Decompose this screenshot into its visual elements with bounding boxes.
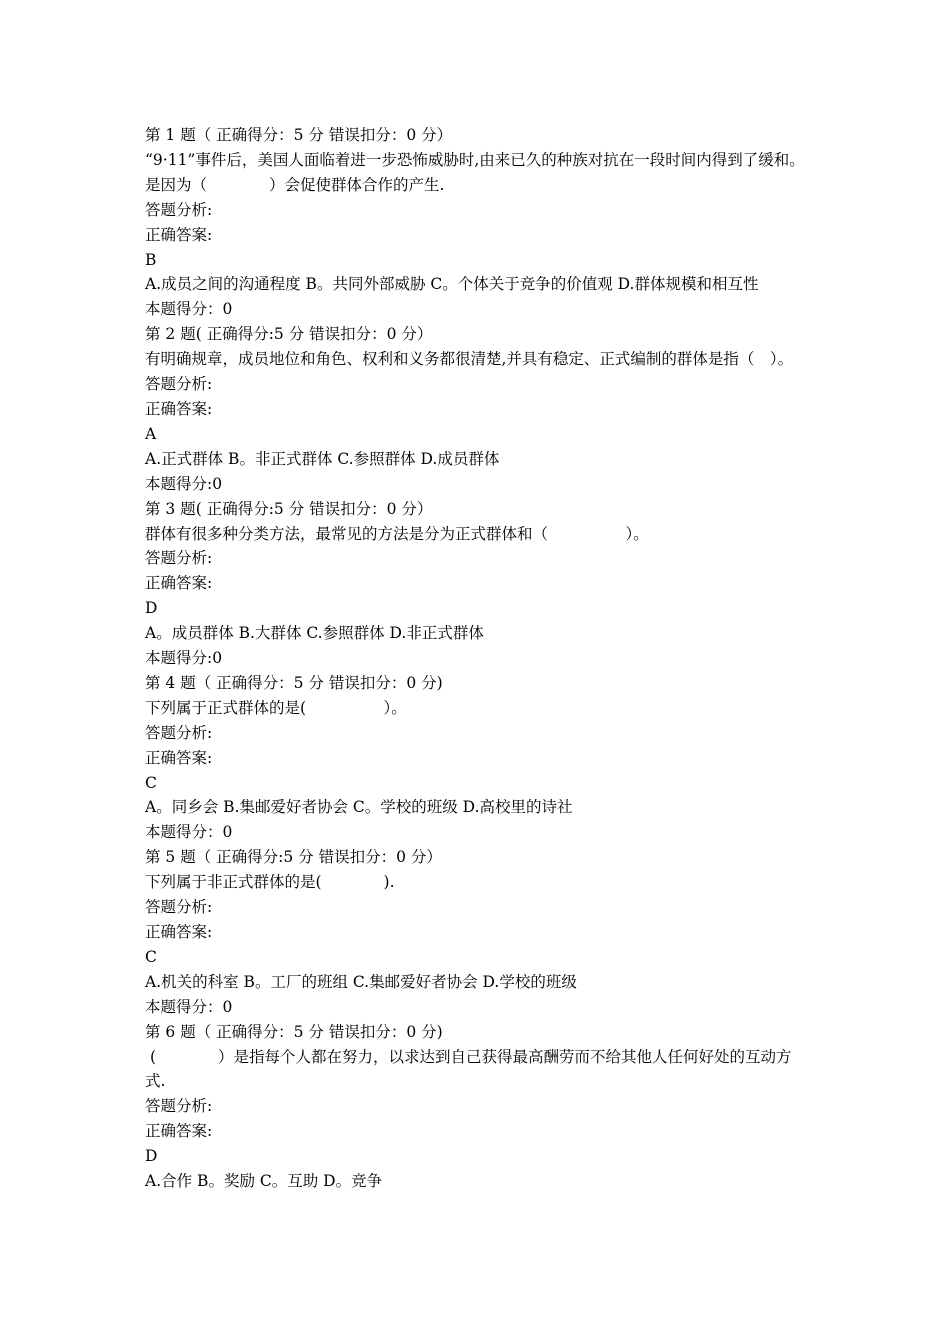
question-header: 第 1 题（ 正确得分：5 分 错误扣分：0 分） — [145, 126, 453, 144]
question-1 — [145, 123, 810, 322]
answer-options: A.成员之间的沟通程度 B。共同外部威胁 C。个体关于竞争的价值观 D.群体规模和相互性 — [145, 275, 759, 294]
question-4 — [145, 671, 810, 845]
answer-analysis-label: 答题分析: — [145, 1097, 213, 1116]
correct-answer-label: 正确答案: — [145, 1122, 213, 1141]
question-stem: “9·11”事件后，美国人面临着进一步恐怖威胁时,由来已久的种族对抗在一段时间内得到了缓和。是因为（ ）会促使群体合作的产生. — [145, 150, 805, 194]
question-header: 第 3 题( 正确得分:5 分 错误扣分：0 分） — [145, 499, 433, 518]
question-stem: ( ）是指每个人都在努力，以求达到自己获得最高酬劳而不给其他人任何好处的互动方式. — [145, 1047, 792, 1091]
correct-answer: C — [145, 773, 157, 792]
answer-options: A。成员群体 B.大群体 C.参照群体 D.非正式群体 — [145, 624, 484, 643]
correct-answer: C — [145, 947, 157, 966]
correct-answer-label: 正确答案: — [145, 574, 213, 593]
document-page — [145, 123, 810, 1194]
answer-analysis-label: 答题分析: — [145, 200, 213, 219]
correct-answer: A — [145, 424, 157, 443]
question-5 — [145, 845, 810, 1019]
answer-analysis-label: 答题分析: — [145, 898, 213, 917]
question-header: 第 5 题（ 正确得分:5 分 错误扣分：0 分） — [145, 848, 442, 867]
question-header: 第 2 题( 正确得分:5 分 错误扣分：0 分） — [145, 325, 433, 344]
correct-answer: D — [145, 599, 158, 618]
correct-answer-label: 正确答案: — [145, 748, 213, 767]
answer-analysis-label: 答题分析: — [145, 549, 213, 568]
question-3 — [145, 497, 810, 671]
question-6 — [145, 1020, 810, 1194]
answer-analysis-label: 答题分析: — [145, 723, 213, 742]
question-stem: 群体有很多种分类方法，最常见的方法是分为正式群体和（ ）。 — [145, 524, 649, 543]
question-header: 第 6 题（ 正确得分：5 分 错误扣分：0 分) — [145, 1022, 443, 1041]
answer-analysis-label: 答题分析: — [145, 375, 213, 394]
question-score: 本题得分：0 — [145, 823, 233, 842]
question-score: 本题得分：0 — [145, 997, 233, 1016]
correct-answer-label: 正确答案: — [145, 225, 213, 244]
answer-options: A.正式群体 B。非正式群体 C.参照群体 D.成员群体 — [145, 449, 500, 468]
correct-answer: B — [145, 250, 157, 269]
question-score: 本题得分:0 — [145, 649, 223, 668]
question-stem: 下列属于非正式群体的是( ). — [145, 873, 395, 892]
question-header: 第 4 题（ 正确得分：5 分 错误扣分：0 分) — [145, 673, 443, 692]
question-stem: 有明确规章，成员地位和角色、权利和义务都很清楚,并具有稳定、正式编制的群体是指（ ）。 — [145, 350, 794, 369]
question-score: 本题得分：0 — [145, 300, 233, 319]
correct-answer-label: 正确答案: — [145, 399, 213, 418]
correct-answer: D — [145, 1147, 158, 1166]
answer-options: A.合作 B。奖励 C。互助 D。竞争 — [145, 1172, 383, 1191]
answer-options: A。同乡会 B.集邮爱好者协会 C。学校的班级 D.高校里的诗社 — [145, 798, 573, 817]
correct-answer-label: 正确答案: — [145, 923, 213, 941]
question-score: 本题得分:0 — [145, 474, 223, 493]
answer-options: A.机关的科室 B。工厂的班组 C.集邮爱好者协会 D.学校的班级 — [145, 972, 577, 991]
question-stem: 下列属于正式群体的是( ）。 — [145, 698, 407, 717]
question-2 — [145, 322, 810, 496]
